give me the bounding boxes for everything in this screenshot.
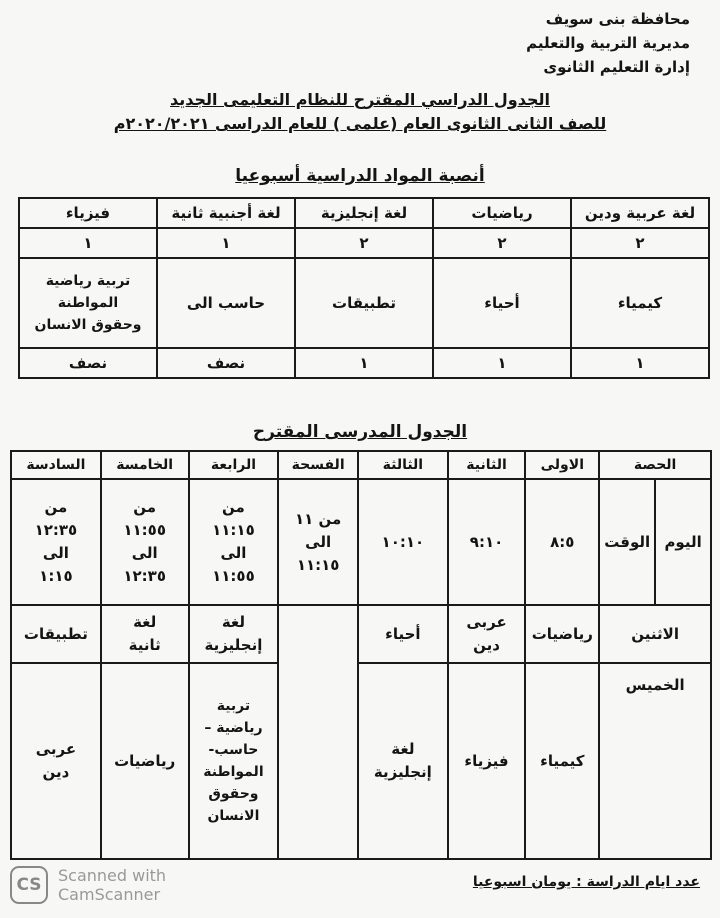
day-thursday: الخميس <box>599 663 711 859</box>
subject-count-cell: ٢ <box>571 228 709 258</box>
day-monday: الاثنين <box>599 605 711 663</box>
header-period: الحصة <box>599 451 711 479</box>
thursday-period-3: لغة إنجليزية <box>358 663 448 859</box>
monday-period-5: لغة ثانية <box>101 605 189 663</box>
subject-count-cell: ١ <box>157 228 295 258</box>
subject-name-cell: لغة إنجليزية <box>295 198 433 228</box>
subject-count-cell: ١ <box>19 228 157 258</box>
time-label: الوقت <box>599 479 655 605</box>
camscanner-text <box>58 866 166 904</box>
main-title: الجدول الدراسي المقترح للنظام التعليمى الجديد <box>170 90 550 109</box>
study-days-note: عدد ايام الدراسة : يومان اسبوعيا <box>472 874 700 890</box>
time-fourth: من ١١:١٥ الى ١١:٥٥ <box>189 479 279 605</box>
monday-period-1: رياضيات <box>525 605 599 663</box>
subject-name-cell: كيمياء <box>571 258 709 348</box>
monday-period-2: عربى دين <box>448 605 526 663</box>
header-second: الثانية <box>448 451 526 479</box>
thursday-period-5: رياضيات <box>101 663 189 859</box>
subjects-quota-table <box>18 197 710 379</box>
camscanner-logo-icon: CS <box>10 866 48 904</box>
weekly-quota-title: أنصبة المواد الدراسية أسبوعيا <box>235 166 485 186</box>
subject-count-cell: ١ <box>571 348 709 378</box>
time-second: ٩:١٠ <box>448 479 526 605</box>
header-fourth: الرابعة <box>189 451 279 479</box>
monday-period-3: أحياء <box>358 605 448 663</box>
subject-count-cell: ١ <box>433 348 571 378</box>
time-sixth: من ١٢:٣٥ الى ١:١٥ <box>11 479 101 605</box>
governorate-line: محافظة بنى سويف <box>545 10 690 28</box>
thursday-period-2: فيزياء <box>448 663 526 859</box>
camscanner-watermark <box>10 864 180 906</box>
subject-name-cell: حاسب الى <box>157 258 295 348</box>
subject-count-cell: نصف <box>19 348 157 378</box>
subject-count-cell: ١ <box>295 348 433 378</box>
subject-count-cell: نصف <box>157 348 295 378</box>
watermark-line-2: CamScanner <box>58 885 161 904</box>
thursday-period-6: عربى دين <box>11 663 101 859</box>
subject-count-cell: ٢ <box>295 228 433 258</box>
time-first: ٨:٥ <box>525 479 599 605</box>
watermark-line-1: Scanned with <box>58 866 167 885</box>
subject-name-cell: تطبيقات <box>295 258 433 348</box>
time-fifth: من ١١:٥٥ الى ١٢:٣٥ <box>101 479 189 605</box>
sub-title: للصف الثانى الثانوى العام (علمى ) للعام الدراسى ٢٠٢٠/٢٠٢١م <box>113 114 607 133</box>
day-label: اليوم <box>655 479 711 605</box>
header-third: الثالثة <box>358 451 448 479</box>
thursday-period-1: كيمياء <box>525 663 599 859</box>
administration-line: إدارة التعليم الثانوى <box>543 58 690 76</box>
header-break: الفسحة <box>278 451 358 479</box>
subject-name-cell: تربية رياضية المواطنة وحقوق الانسان <box>19 258 157 348</box>
subject-name-cell: لغة أجنبية ثانية <box>157 198 295 228</box>
directorate-line: مديرية التربية والتعليم <box>526 34 690 52</box>
thursday-period-4: تربية رياضية – حاسب- المواطنة وحقوق الانسان <box>189 663 279 859</box>
proposed-schedule-title: الجدول المدرسى المقترح <box>252 422 468 442</box>
header-first: الاولى <box>525 451 599 479</box>
time-third: ١٠:١٠ <box>358 479 448 605</box>
subject-name-cell: فيزياء <box>19 198 157 228</box>
subject-name-cell: أحياء <box>433 258 571 348</box>
subject-count-cell: ٢ <box>433 228 571 258</box>
time-break: من ١١ الى ١١:١٥ <box>278 479 358 605</box>
proposed-schedule-table <box>10 450 712 860</box>
subject-name-cell: رياضيات <box>433 198 571 228</box>
monday-period-4: لغة إنجليزية <box>189 605 279 663</box>
header-sixth: السادسة <box>11 451 101 479</box>
subject-name-cell: لغة عربية ودين <box>571 198 709 228</box>
break-column <box>278 605 358 859</box>
header-fifth: الخامسة <box>101 451 189 479</box>
monday-period-6: تطبيقات <box>11 605 101 663</box>
